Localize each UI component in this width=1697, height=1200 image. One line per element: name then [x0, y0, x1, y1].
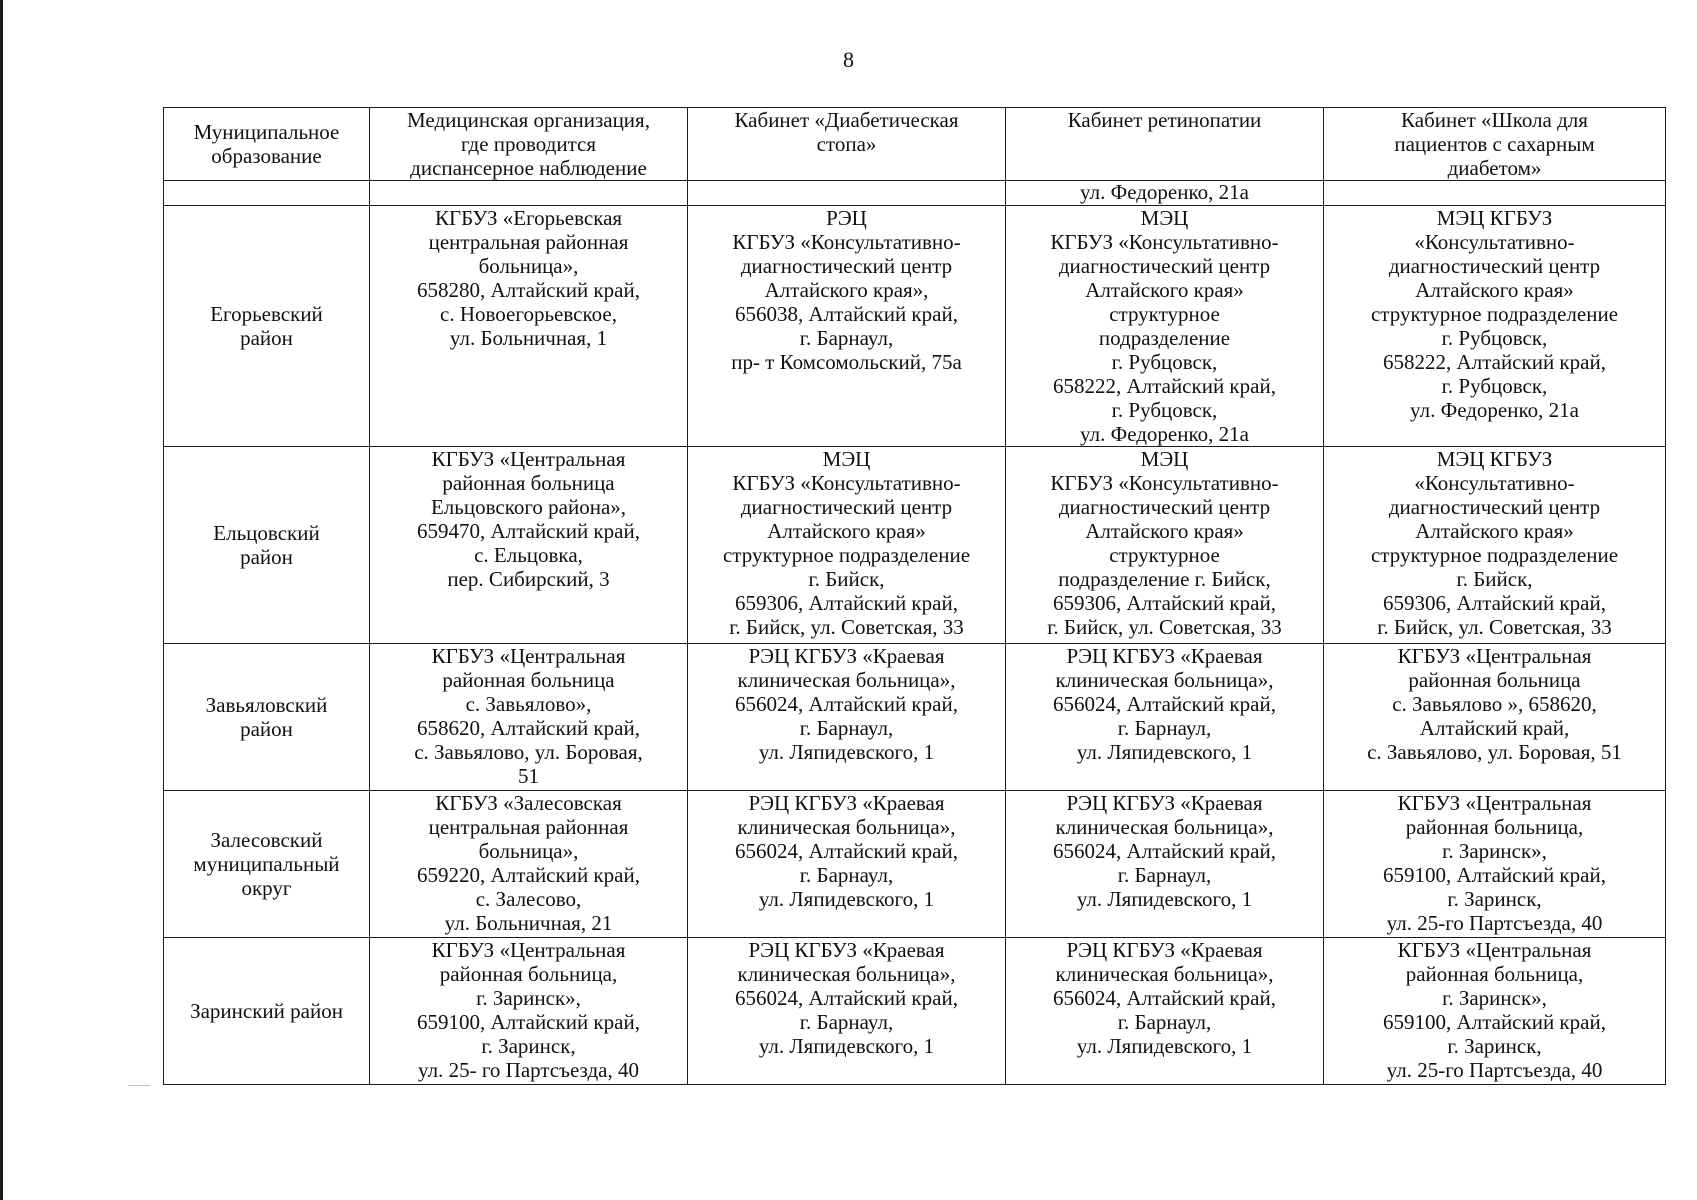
cell-medical-org [370, 447, 688, 644]
cell-text-line: Ельцовский [213, 521, 320, 545]
cell-text-line: г. Бийск, [1456, 567, 1533, 591]
header-diabetic-foot: Кабинет «Диабетическая стопа» [688, 108, 1006, 181]
cell-text-line: г. Бийск, ул. Советская, 33 [729, 615, 964, 639]
cell-text-line: Алтайского края» [1085, 519, 1244, 543]
cell-text-line: КГБУЗ «Центральная [1397, 938, 1592, 962]
cell-medical-org [370, 938, 688, 1085]
cell-text-line: КГБУЗ «Консультативно- [1050, 230, 1279, 254]
cell-text-line: г. Барнаул, [1117, 1010, 1212, 1034]
cell-text-line: структурное [1109, 302, 1220, 326]
cell-text-line: клиническая больница», [737, 815, 956, 839]
cell-text-line: Алтайского края» [767, 519, 926, 543]
cell-text-line: структурное подразделение [1370, 543, 1619, 567]
cell-text-line: г. Заринск», [1442, 986, 1547, 1010]
cell-school [1324, 447, 1666, 644]
cell-text-line: с. Залесово, [475, 887, 582, 911]
cell-municipality [164, 206, 370, 447]
cell-municipality [164, 644, 370, 791]
cell-text-line: ул. Ляпидевского, 1 [1076, 887, 1253, 911]
cell-text-line: структурное подразделение [1370, 302, 1619, 326]
cell-text-line: г. Барнаул, [799, 716, 894, 740]
scan-edge-border [0, 0, 3, 1200]
table-header-row [164, 108, 1666, 181]
cell-text-line: РЭЦ [826, 206, 867, 230]
cell-text-line: г. Барнаул, [799, 863, 894, 887]
cell-text-line: ул. Ляпидевского, 1 [1076, 740, 1253, 764]
page-number: 8 [843, 47, 854, 72]
cell-text-line: диагностический центр [1058, 254, 1271, 278]
cell-text-line: центральная районная [428, 230, 629, 254]
cell-diabetic-foot [688, 938, 1006, 1085]
cell-text-line: г. Рубцовск, [1111, 398, 1218, 422]
cell-text-line: КГБУЗ «Консультативно- [732, 230, 961, 254]
cell-retinopathy: ул. Федоренко, 21а [1006, 181, 1324, 206]
cell-text-line: г. Заринск, [481, 1034, 576, 1058]
cell-text-line: ул. Ляпидевского, 1 [1076, 1034, 1253, 1058]
cell-text-line: КГБУЗ «Егорьевская [434, 206, 623, 230]
cell-text-line: КГБУЗ «Центральная [1397, 791, 1592, 815]
cell-text-line: 656024, Алтайский край, [735, 986, 958, 1010]
cell-text-line: клиническая больница», [737, 962, 956, 986]
cell-diabetic-foot [688, 206, 1006, 447]
cell-text-line: 659100, Алтайский край, [417, 1010, 640, 1034]
cell-text-line: Залесовский [210, 828, 323, 852]
cell-text-line: 658222, Алтайский край, [1053, 374, 1276, 398]
cell-text-line: диагностический центр [1388, 495, 1601, 519]
cell-text-line: 658222, Алтайский край, [1383, 350, 1606, 374]
cell-text-line: Алтайский край, [1419, 716, 1570, 740]
cell-text-line: центральная районная [428, 815, 629, 839]
cell-text-line: 658620, Алтайский край, [417, 716, 640, 740]
cell-text-line: с. Завьялово, ул. Боровая, [414, 740, 643, 764]
cell-text-line: районная больница, [439, 962, 618, 986]
cell-school [1324, 644, 1666, 791]
cell-text-line: г. Заринск», [1442, 839, 1547, 863]
table-row [164, 644, 1666, 791]
cell-text-line: РЭЦ КГБУЗ «Краевая [1066, 938, 1263, 962]
cell-text-line: МЭЦ [822, 447, 871, 471]
cell-retinopathy [1006, 447, 1324, 644]
cell-text-line: подразделение [1098, 326, 1231, 350]
cell-text-line: районная больница [442, 471, 615, 495]
cell-text-line: КГБУЗ «Центральная [431, 447, 626, 471]
cell-text-line: КГБУЗ «Центральная [431, 938, 626, 962]
dispensary-table [163, 107, 1666, 1085]
cell-school [1324, 181, 1666, 206]
cell-text-line: г. Бийск, [808, 567, 885, 591]
header-municipality: Муниципальное образование [164, 108, 370, 181]
cell-retinopathy [1006, 791, 1324, 938]
cell-text-line: КГБУЗ «Залесовская [435, 791, 622, 815]
cell-text-line: с. Новоегорьевское, [440, 302, 617, 326]
cell-text-line: Алтайского края» [1415, 519, 1574, 543]
cell-text-line: ул. Федоренко, 21а [1410, 398, 1579, 422]
table-row [164, 791, 1666, 938]
cell-text-line: МЭЦ [1140, 206, 1189, 230]
cell-medical-org [370, 791, 688, 938]
table-row [164, 206, 1666, 447]
cell-text-line: г. Барнаул, [799, 1010, 894, 1034]
cell-text-line: г. Барнаул, [1117, 716, 1212, 740]
cell-text-line: «Консультативно- [1414, 230, 1575, 254]
cell-text-line: г. Заринск, [1447, 887, 1542, 911]
cell-medical-org [370, 644, 688, 791]
cell-medical-org [370, 206, 688, 447]
cell-text-line: районная больница, [1405, 815, 1584, 839]
cell-text-line: с. Завьялово», [465, 692, 592, 716]
cell-text-line: Алтайского края», [764, 278, 929, 302]
cell-retinopathy [1006, 644, 1324, 791]
cell-text-line: 659306, Алтайский край, [1053, 591, 1276, 615]
cell-text-line: МЭЦ КГБУЗ [1436, 206, 1553, 230]
cell-text-line: диагностический центр [740, 254, 953, 278]
cell-text-line: КГБУЗ «Консультативно- [1050, 471, 1279, 495]
cell-text-line: 656024, Алтайский край, [1053, 839, 1276, 863]
header-school: Кабинет «Школа для пациентов с сахарным диабетом» [1324, 108, 1666, 181]
cell-text-line: ул. Ляпидевского, 1 [758, 1034, 935, 1058]
cell-text-line: 656038, Алтайский край, [735, 302, 958, 326]
cell-text-line: РЭЦ КГБУЗ «Краевая [748, 644, 945, 668]
cell-diabetic-foot [688, 447, 1006, 644]
cell-text-line: ул. Больничная, 21 [444, 911, 613, 935]
cell-text-line: подразделение г. Бийск, [1058, 567, 1271, 591]
cell-text-line: ул. Ляпидевского, 1 [758, 887, 935, 911]
cell-text-line: ул. 25- го Партсъезда, 40 [418, 1058, 639, 1082]
cell-text-line: клиническая больница», [1055, 668, 1274, 692]
cell-text-line: 658280, Алтайский край, [417, 278, 640, 302]
cell-text-line: КГБУЗ «Центральная [1397, 644, 1592, 668]
cell-text-line: «Консультативно- [1414, 471, 1575, 495]
header-medical-org: Медицинская организация, где проводится диспансерное наблюдение [370, 108, 688, 181]
cell-text-line: диагностический центр [1388, 254, 1601, 278]
cell-text-line: РЭЦ КГБУЗ «Краевая [748, 938, 945, 962]
cell-text-line: РЭЦ КГБУЗ «Краевая [748, 791, 945, 815]
cell-municipality [164, 447, 370, 644]
cell-text-line: г. Барнаул, [799, 326, 894, 350]
cell-text-line: 656024, Алтайский край, [735, 692, 958, 716]
cell-text-line: структурное подразделение [722, 543, 971, 567]
cell-municipality [164, 181, 370, 206]
cell-text-line: 659100, Алтайский край, [1383, 863, 1606, 887]
cell-text-line: ул. 25-го Партсъезда, 40 [1386, 911, 1603, 935]
cell-text-line: районная больница [442, 668, 615, 692]
cell-text-line: 656024, Алтайский край, [1053, 986, 1276, 1010]
cell-text-line: РЭЦ КГБУЗ «Краевая [1066, 791, 1263, 815]
cell-text-line: с. Завьялово, ул. Боровая, 51 [1367, 740, 1622, 764]
cell-text-line: диагностический центр [740, 495, 953, 519]
cell-text-line: Заринский район [190, 999, 343, 1023]
cell-text-line: г. Заринск», [476, 986, 581, 1010]
cell-text-line: район [240, 326, 293, 350]
cell-text-line: 659306, Алтайский край, [735, 591, 958, 615]
cell-text-line: КГБУЗ «Консультативно- [732, 471, 961, 495]
cell-school [1324, 791, 1666, 938]
cell-diabetic-foot [688, 644, 1006, 791]
cell-text-line: клиническая больница», [1055, 962, 1274, 986]
cell-text-line: районная больница [1408, 668, 1581, 692]
cell-text-line: клиническая больница», [1055, 815, 1274, 839]
cell-text-line: ул. Ляпидевского, 1 [758, 740, 935, 764]
cell-text-line: МЭЦ [1140, 447, 1189, 471]
cell-text-line: г. Бийск, ул. Советская, 33 [1377, 615, 1612, 639]
cell-text-line: район [240, 717, 293, 741]
cell-text-line: муниципальный [193, 852, 340, 876]
cell-text-line: МЭЦ КГБУЗ [1436, 447, 1553, 471]
cell-text-line: 659100, Алтайский край, [1383, 1010, 1606, 1034]
cell-text-line: с. Ельцовка, [474, 543, 583, 567]
cell-text-line: 659470, Алтайский край, [417, 519, 640, 543]
cell-text-line: 659220, Алтайский край, [417, 863, 640, 887]
cell-text-line: Ельцовского района», [430, 495, 627, 519]
cell-text-line: Егорьевский [210, 302, 323, 326]
cell-text-line: г. Бийск, ул. Советская, 33 [1047, 615, 1282, 639]
cell-text-line: КГБУЗ «Центральная [431, 644, 626, 668]
cell-text-line: 656024, Алтайский край, [735, 839, 958, 863]
cell-text-line: ул. Больничная, 1 [449, 326, 608, 350]
cell-text-line: 656024, Алтайский край, [1053, 692, 1276, 716]
cell-text-line: г. Рубцовск, [1111, 350, 1218, 374]
cell-text-line: больница», [478, 254, 579, 278]
cell-text-line: с. Завьялово », 658620, [1392, 692, 1597, 716]
cell-text-line: пер. Сибирский, 3 [447, 567, 610, 591]
cell-text-line: г. Заринск, [1447, 1034, 1542, 1058]
cell-text-line: структурное [1109, 543, 1220, 567]
cell-text-line: пр- т Комсомольский, 75а [731, 350, 962, 374]
cell-text-line: г. Рубцовск, [1441, 326, 1548, 350]
scan-mark [128, 1085, 150, 1086]
cell-diabetic-foot [688, 791, 1006, 938]
cell-text-line: округ [241, 876, 292, 900]
cell-text-line: больница», [478, 839, 579, 863]
cell-text-line: ул. 25-го Партсъезда, 40 [1386, 1058, 1603, 1082]
cell-retinopathy [1006, 938, 1324, 1085]
table-row [164, 938, 1666, 1085]
table-row-continuation [164, 181, 1666, 206]
header-retinopathy: Кабинет ретинопатии [1006, 108, 1324, 181]
cell-text-line: районная больница, [1405, 962, 1584, 986]
cell-text-line: район [240, 545, 293, 569]
cell-text-line: Алтайского края» [1085, 278, 1244, 302]
cell-text-line: клиническая больница», [737, 668, 956, 692]
cell-text-line: РЭЦ КГБУЗ «Краевая [1066, 644, 1263, 668]
cell-school [1324, 206, 1666, 447]
cell-municipality [164, 791, 370, 938]
cell-text-line: г. Рубцовск, [1441, 374, 1548, 398]
cell-municipality [164, 938, 370, 1085]
cell-medical-org [370, 181, 688, 206]
table-row [164, 447, 1666, 644]
cell-text-line: г. Барнаул, [1117, 863, 1212, 887]
cell-school [1324, 938, 1666, 1085]
cell-retinopathy [1006, 206, 1324, 447]
cell-text-line: Алтайского края» [1415, 278, 1574, 302]
cell-diabetic-foot [688, 181, 1006, 206]
cell-text-line: Завьяловский [205, 693, 328, 717]
cell-text-line: диагностический центр [1058, 495, 1271, 519]
cell-text-line: 659306, Алтайский край, [1383, 591, 1606, 615]
cell-text-line: ул. Федоренко, 21а [1080, 422, 1249, 446]
cell-text-line: 51 [518, 764, 539, 788]
